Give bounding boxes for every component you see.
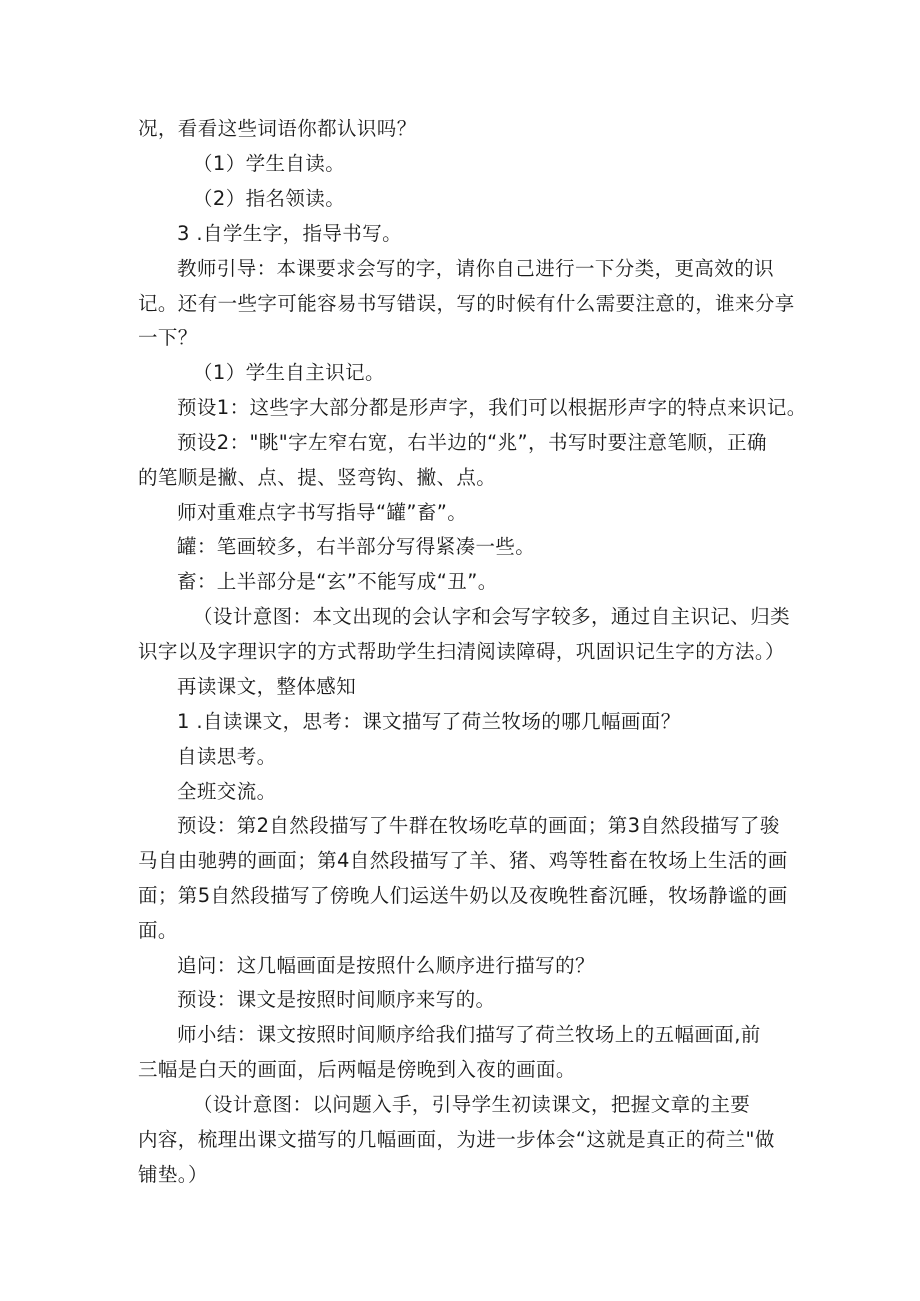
text-line: 况，看看这些词语你都认识吗？ xyxy=(138,117,417,140)
text-line: 预设1：这些字大部分都是形声字，我们可以根据形声字的特点来识记。 xyxy=(177,396,807,419)
text-line: 1 .自读课文，思考：课文描写了荷兰牧场的哪几幅画面？ xyxy=(177,710,681,733)
text-line: 罐：笔画较多，右半部分写得紧凑一些。 xyxy=(177,535,536,558)
text-line: （设计意图：本文出现的会认字和会写字较多，通过自主识记、归类 xyxy=(193,605,791,628)
text-line: 预设：第2自然段描写了牛群在牧场吃草的画面；第3自然段描写了骏 xyxy=(177,814,780,837)
text-line: 马自由驰骋的画面；第4自然段描写了羊、猪、鸡等牲畜在牧场上生活的画 xyxy=(138,849,788,872)
text-line: 的笔顺是撇、点、提、竖弯钩、撇、点。 xyxy=(138,466,497,489)
text-line: 铺垫。） xyxy=(138,1163,208,1186)
text-line: 一下？ xyxy=(138,326,198,349)
text-line: 面；第5自然段描写了傍晚人们运送牛奶以及夜晚牲畜沉睡，牧场静谧的画 xyxy=(138,884,788,907)
text-line: 再读课文，整体感知 xyxy=(177,675,357,698)
text-line: 师小结：课文按照时间顺序给我们描写了荷兰牧场上的五幅画面,前 xyxy=(177,1023,761,1046)
text-line: （设计意图：以问题入手，引导学生初读课文，把握文章的主要 xyxy=(193,1093,751,1116)
text-line: 识字以及字理识字的方式帮助学生扫清阅读障碍，巩固识记生字的方法。） xyxy=(138,640,785,663)
text-line: 师对重难点字书写指导“罐”畜”。 xyxy=(177,501,468,524)
text-line: 预设：课文是按照时间顺序来写的。 xyxy=(177,988,496,1011)
text-line: 畜：上半部分是“玄”不能写成“丑”。 xyxy=(177,570,498,593)
text-line: 追问：这几幅画面是按照什么顺序进行描写的？ xyxy=(177,954,595,977)
text-line: （1）学生自主识记。 xyxy=(193,361,385,384)
text-line: 全班交流。 xyxy=(177,780,277,803)
text-line: 自读思考。 xyxy=(177,745,277,768)
text-line: 记。还有一些字可能容易书写错误，写的时候有什么需要注意的，谁来分享 xyxy=(138,292,795,315)
text-line: 教师引导：本课要求会写的字，请你自己进行一下分类，更高效的识 xyxy=(177,257,775,280)
text-line: 三幅是白天的画面，后两幅是傍晚到入夜的画面。 xyxy=(138,1058,576,1081)
text-line: 3 .自学生字，指导书写。 xyxy=(177,222,403,245)
text-line: （1）学生自读。 xyxy=(193,152,346,175)
text-line: 内容，梳理出课文描写的几幅画面，为进一步体会“这就是真正的荷兰"做 xyxy=(138,1128,775,1151)
text-line: 预设2："眺"字左窄右宽，右半边的“兆”，书写时要注意笔顺，正确 xyxy=(177,431,767,454)
text-line: 面。 xyxy=(138,919,178,942)
text-line: （2）指名领读。 xyxy=(193,187,346,210)
